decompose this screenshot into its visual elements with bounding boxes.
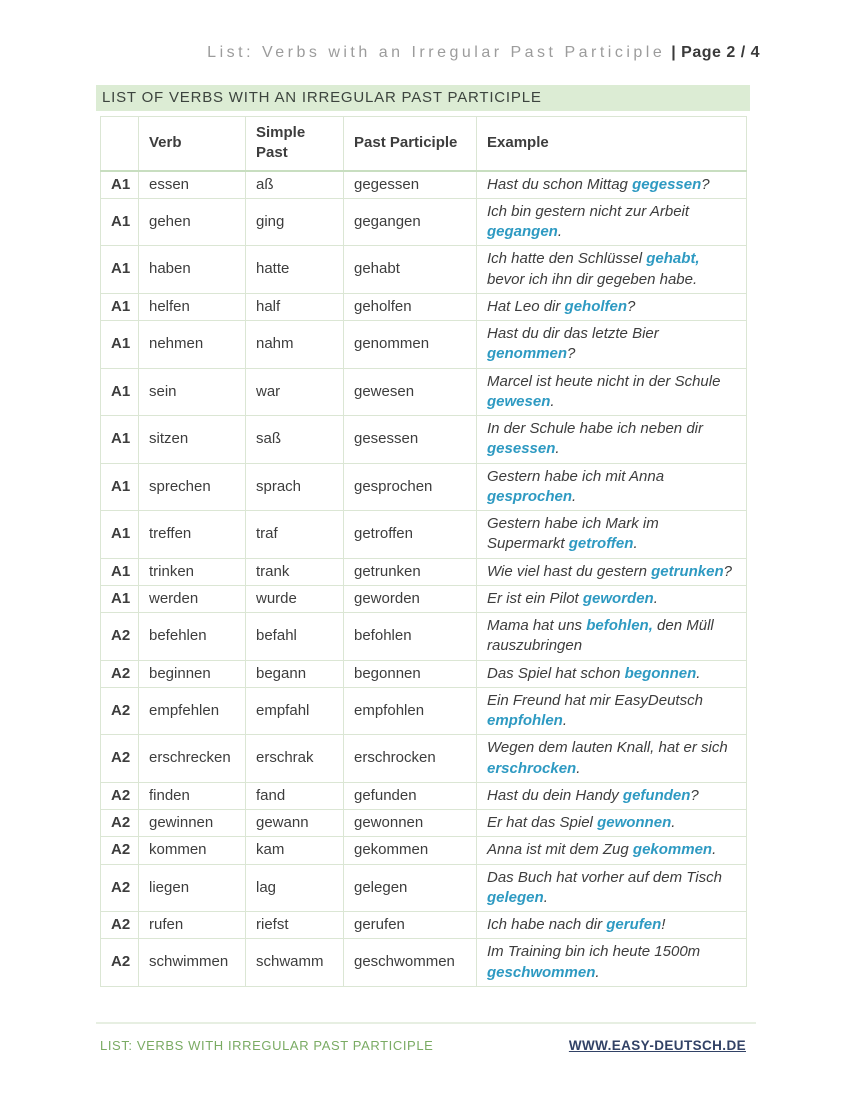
example-text: Ein Freund hat mir EasyDeutsch [487,691,703,709]
example-text: Hast du dir das letzte Bier [487,325,659,342]
example-cell [477,939,747,987]
simple-past-cell: aß [246,171,344,199]
example-text: ? [701,175,710,193]
level-cell: A1 [101,321,139,369]
example-participle-highlight: getrunken [651,562,724,580]
example-text: Hast du schon Mittag [487,175,633,193]
example-participle-highlight: geholfen [564,297,628,315]
simple-past-cell: gewann [246,810,344,837]
example-text: ? [627,297,636,315]
table-row [101,782,747,809]
simple-past-cell: traf [246,511,344,559]
table-body [101,171,747,987]
example-cell [477,368,747,416]
verb-cell: finden [139,782,246,809]
verb-cell: helfen [139,293,246,320]
example-participle-highlight: gelegen [487,888,544,906]
example-text: . [572,487,577,505]
example-text: . [562,712,568,729]
example-text: Er ist ein Pilot [487,589,583,607]
table-row [101,293,747,320]
example-participle-highlight: gerufen [606,916,662,933]
column-header-level [101,117,139,171]
past-participle-cell: geworden [344,585,477,612]
verb-cell: sitzen [139,416,246,464]
example-cell [477,864,747,912]
footer-divider [96,1022,756,1024]
example-text: . [653,589,658,607]
example-participle-highlight: empfohlen [487,712,563,729]
verb-cell: haben [139,246,246,294]
example-text: Gestern habe ich mit Anna [487,467,665,485]
simple-past-cell: nahm [246,321,344,369]
example-participle-highlight: gewonnen [597,814,672,831]
document-footer [100,1038,746,1053]
example-participle-highlight: gegessen [632,175,702,193]
example-text: Das Buch hat vorher auf dem Tisch [487,868,722,886]
example-text: bevor ich ihn dir gegeben habe. [487,270,698,288]
verb-cell: kommen [139,837,246,864]
level-cell: A1 [101,293,139,320]
table-row [101,660,747,687]
past-participle-cell: erschrocken [344,735,477,783]
column-header-example: Example [477,117,747,171]
example-cell [477,171,747,199]
example-text: . [543,888,548,906]
table-row [101,198,747,246]
table-row [101,939,747,987]
example-participle-highlight: getroffen [568,535,634,553]
simple-past-cell: schwamm [246,939,344,987]
example-text: Hat Leo dir [487,297,565,315]
verb-cell: liegen [139,864,246,912]
verb-cell: empfehlen [139,687,246,735]
table-row [101,864,747,912]
example-text: . [696,664,701,682]
level-cell: A1 [101,558,139,585]
example-text: . [557,223,563,240]
example-text: Ich bin gestern nicht zur Arbeit [487,202,690,220]
verb-cell: befehlen [139,613,246,661]
example-cell [477,613,747,661]
example-cell [477,293,747,320]
verb-cell: nehmen [139,321,246,369]
example-text: Das Spiel hat schon [487,664,625,682]
simple-past-cell: ging [246,198,344,246]
example-participle-highlight: geworden [582,589,654,607]
table-row [101,368,747,416]
verb-cell: gewinnen [139,810,246,837]
level-cell: A2 [101,660,139,687]
past-participle-cell: gesessen [344,416,477,464]
example-cell [477,321,747,369]
past-participle-cell: getrunken [344,558,477,585]
simple-past-cell: sprach [246,463,344,511]
table-row [101,463,747,511]
example-participle-highlight: genommen [487,345,568,363]
past-participle-cell: empfohlen [344,687,477,735]
example-text: Im Training bin ich heute 1500m [487,943,701,961]
table-row [101,585,747,612]
verb-cell: gehen [139,198,246,246]
header-title: List: Verbs with an Irregular Past Participle [207,44,666,61]
level-cell: A2 [101,864,139,912]
example-participle-highlight: gesprochen [487,487,573,505]
header-page-number: | Page 2 / 4 [671,44,760,61]
past-participle-cell: gefunden [344,782,477,809]
example-cell [477,558,747,585]
example-text: ? [690,786,699,804]
example-cell [477,837,747,864]
example-text: Ich habe nach dir [487,916,607,933]
simple-past-cell: wurde [246,585,344,612]
example-participle-highlight: begonnen [624,664,697,682]
example-text: In der Schule habe ich neben dir [487,420,703,437]
simple-past-cell: lag [246,864,344,912]
table-row [101,613,747,661]
level-cell: A2 [101,939,139,987]
example-text: Ich hatte den Schlüssel [487,250,647,268]
example-cell [477,198,747,246]
table-row [101,558,747,585]
table-row [101,735,747,783]
past-participle-cell: genommen [344,321,477,369]
example-participle-highlight: gehabt, [646,250,700,268]
simple-past-cell: begann [246,660,344,687]
example-text: ? [567,345,576,363]
verb-cell: sprechen [139,463,246,511]
verb-cell: rufen [139,912,246,939]
table-row [101,837,747,864]
table-row [101,687,747,735]
example-participle-highlight: gewesen [487,392,551,410]
example-text: Er hat das Spiel [487,814,598,831]
past-participle-cell: gewonnen [344,810,477,837]
past-participle-cell: gerufen [344,912,477,939]
simple-past-cell: erschrak [246,735,344,783]
example-text: Wegen dem lauten Knall, hat er sich [487,739,728,757]
past-participle-cell: gegessen [344,171,477,199]
simple-past-cell: war [246,368,344,416]
past-participle-cell: gelegen [344,864,477,912]
example-text: Mama hat uns [487,617,587,634]
example-text: Marcel ist heute nicht in der Schule [487,372,721,390]
example-participle-highlight: geschwommen [487,963,596,981]
example-participle-highlight: gesessen [487,440,556,458]
simple-past-cell: riefst [246,912,344,939]
example-text: ? [723,562,732,580]
level-cell: A2 [101,912,139,939]
verbs-table [100,116,747,987]
simple-past-cell: trank [246,558,344,585]
past-participle-cell: gehabt [344,246,477,294]
simple-past-cell: befahl [246,613,344,661]
past-participle-cell: befohlen [344,613,477,661]
example-cell [477,810,747,837]
past-participle-cell: gesprochen [344,463,477,511]
level-cell: A2 [101,782,139,809]
level-cell: A1 [101,368,139,416]
level-cell: A1 [101,246,139,294]
level-cell: A1 [101,463,139,511]
example-text: . [671,814,676,831]
example-cell [477,660,747,687]
table-row [101,171,747,199]
example-participle-highlight: gekommen [632,841,713,859]
verb-cell: erschrecken [139,735,246,783]
table-row [101,511,747,559]
past-participle-cell: getroffen [344,511,477,559]
past-participle-cell: geholfen [344,293,477,320]
example-cell [477,511,747,559]
verb-cell: sein [139,368,246,416]
level-cell: A2 [101,837,139,864]
past-participle-cell: begonnen [344,660,477,687]
example-text: Gestern habe ich Mark im Supermarkt [487,515,659,553]
example-text: den Müll rauszubringen [487,617,714,655]
example-text: . [595,963,600,981]
past-participle-cell: gewesen [344,368,477,416]
level-cell: A1 [101,585,139,612]
verb-cell: werden [139,585,246,612]
example-cell [477,735,747,783]
column-header-past-participle: Past Participle [344,117,477,171]
example-text: ! [661,916,666,933]
example-text: . [712,841,717,859]
example-participle-highlight: befohlen, [586,617,653,634]
level-cell: A1 [101,198,139,246]
example-participle-highlight: gegangen [487,223,558,240]
example-text: . [633,535,638,553]
past-participle-cell: gegangen [344,198,477,246]
level-cell: A1 [101,511,139,559]
past-participle-cell: geschwommen [344,939,477,987]
simple-past-cell: empfahl [246,687,344,735]
level-cell: A1 [101,171,139,199]
level-cell: A2 [101,735,139,783]
simple-past-cell: half [246,293,344,320]
past-participle-cell: gekommen [344,837,477,864]
example-cell [477,585,747,612]
table-row [101,246,747,294]
example-text: . [576,759,581,777]
section-title-banner: LIST OF VERBS WITH AN IRREGULAR PAST PARTICIPLE [96,85,750,111]
table-row [101,912,747,939]
table-row [101,321,747,369]
column-header-simple-past: Simple Past [246,117,344,171]
verb-cell: treffen [139,511,246,559]
level-cell: A1 [101,416,139,464]
example-participle-highlight: erschrocken [487,759,577,777]
verb-cell: schwimmen [139,939,246,987]
simple-past-cell: kam [246,837,344,864]
verb-cell: trinken [139,558,246,585]
website-link[interactable]: WWW.EASY-DEUTSCH.DE [568,1038,746,1053]
example-text: Wie viel hast du gestern [487,562,652,580]
table-header-row [101,117,747,171]
document-header [100,44,760,62]
table-row [101,810,747,837]
example-text: Anna ist mit dem Zug [487,841,633,859]
verb-cell: beginnen [139,660,246,687]
example-cell [477,782,747,809]
example-text: Hast du dein Handy [487,786,623,804]
table-row [101,416,747,464]
level-cell: A2 [101,810,139,837]
example-participle-highlight: gefunden [622,786,691,804]
simple-past-cell: saß [246,416,344,464]
verb-cell: essen [139,171,246,199]
simple-past-cell: fand [246,782,344,809]
column-header-verb: Verb [139,117,246,171]
example-cell [477,416,747,464]
example-text: . [550,392,555,410]
footer-title: LIST: VERBS WITH IRREGULAR PAST PARTICIPLE [100,1038,434,1053]
example-cell [477,246,747,294]
example-cell [477,912,747,939]
example-text: . [555,440,560,458]
simple-past-cell: hatte [246,246,344,294]
example-cell [477,687,747,735]
example-cell [477,463,747,511]
level-cell: A2 [101,687,139,735]
level-cell: A2 [101,613,139,661]
